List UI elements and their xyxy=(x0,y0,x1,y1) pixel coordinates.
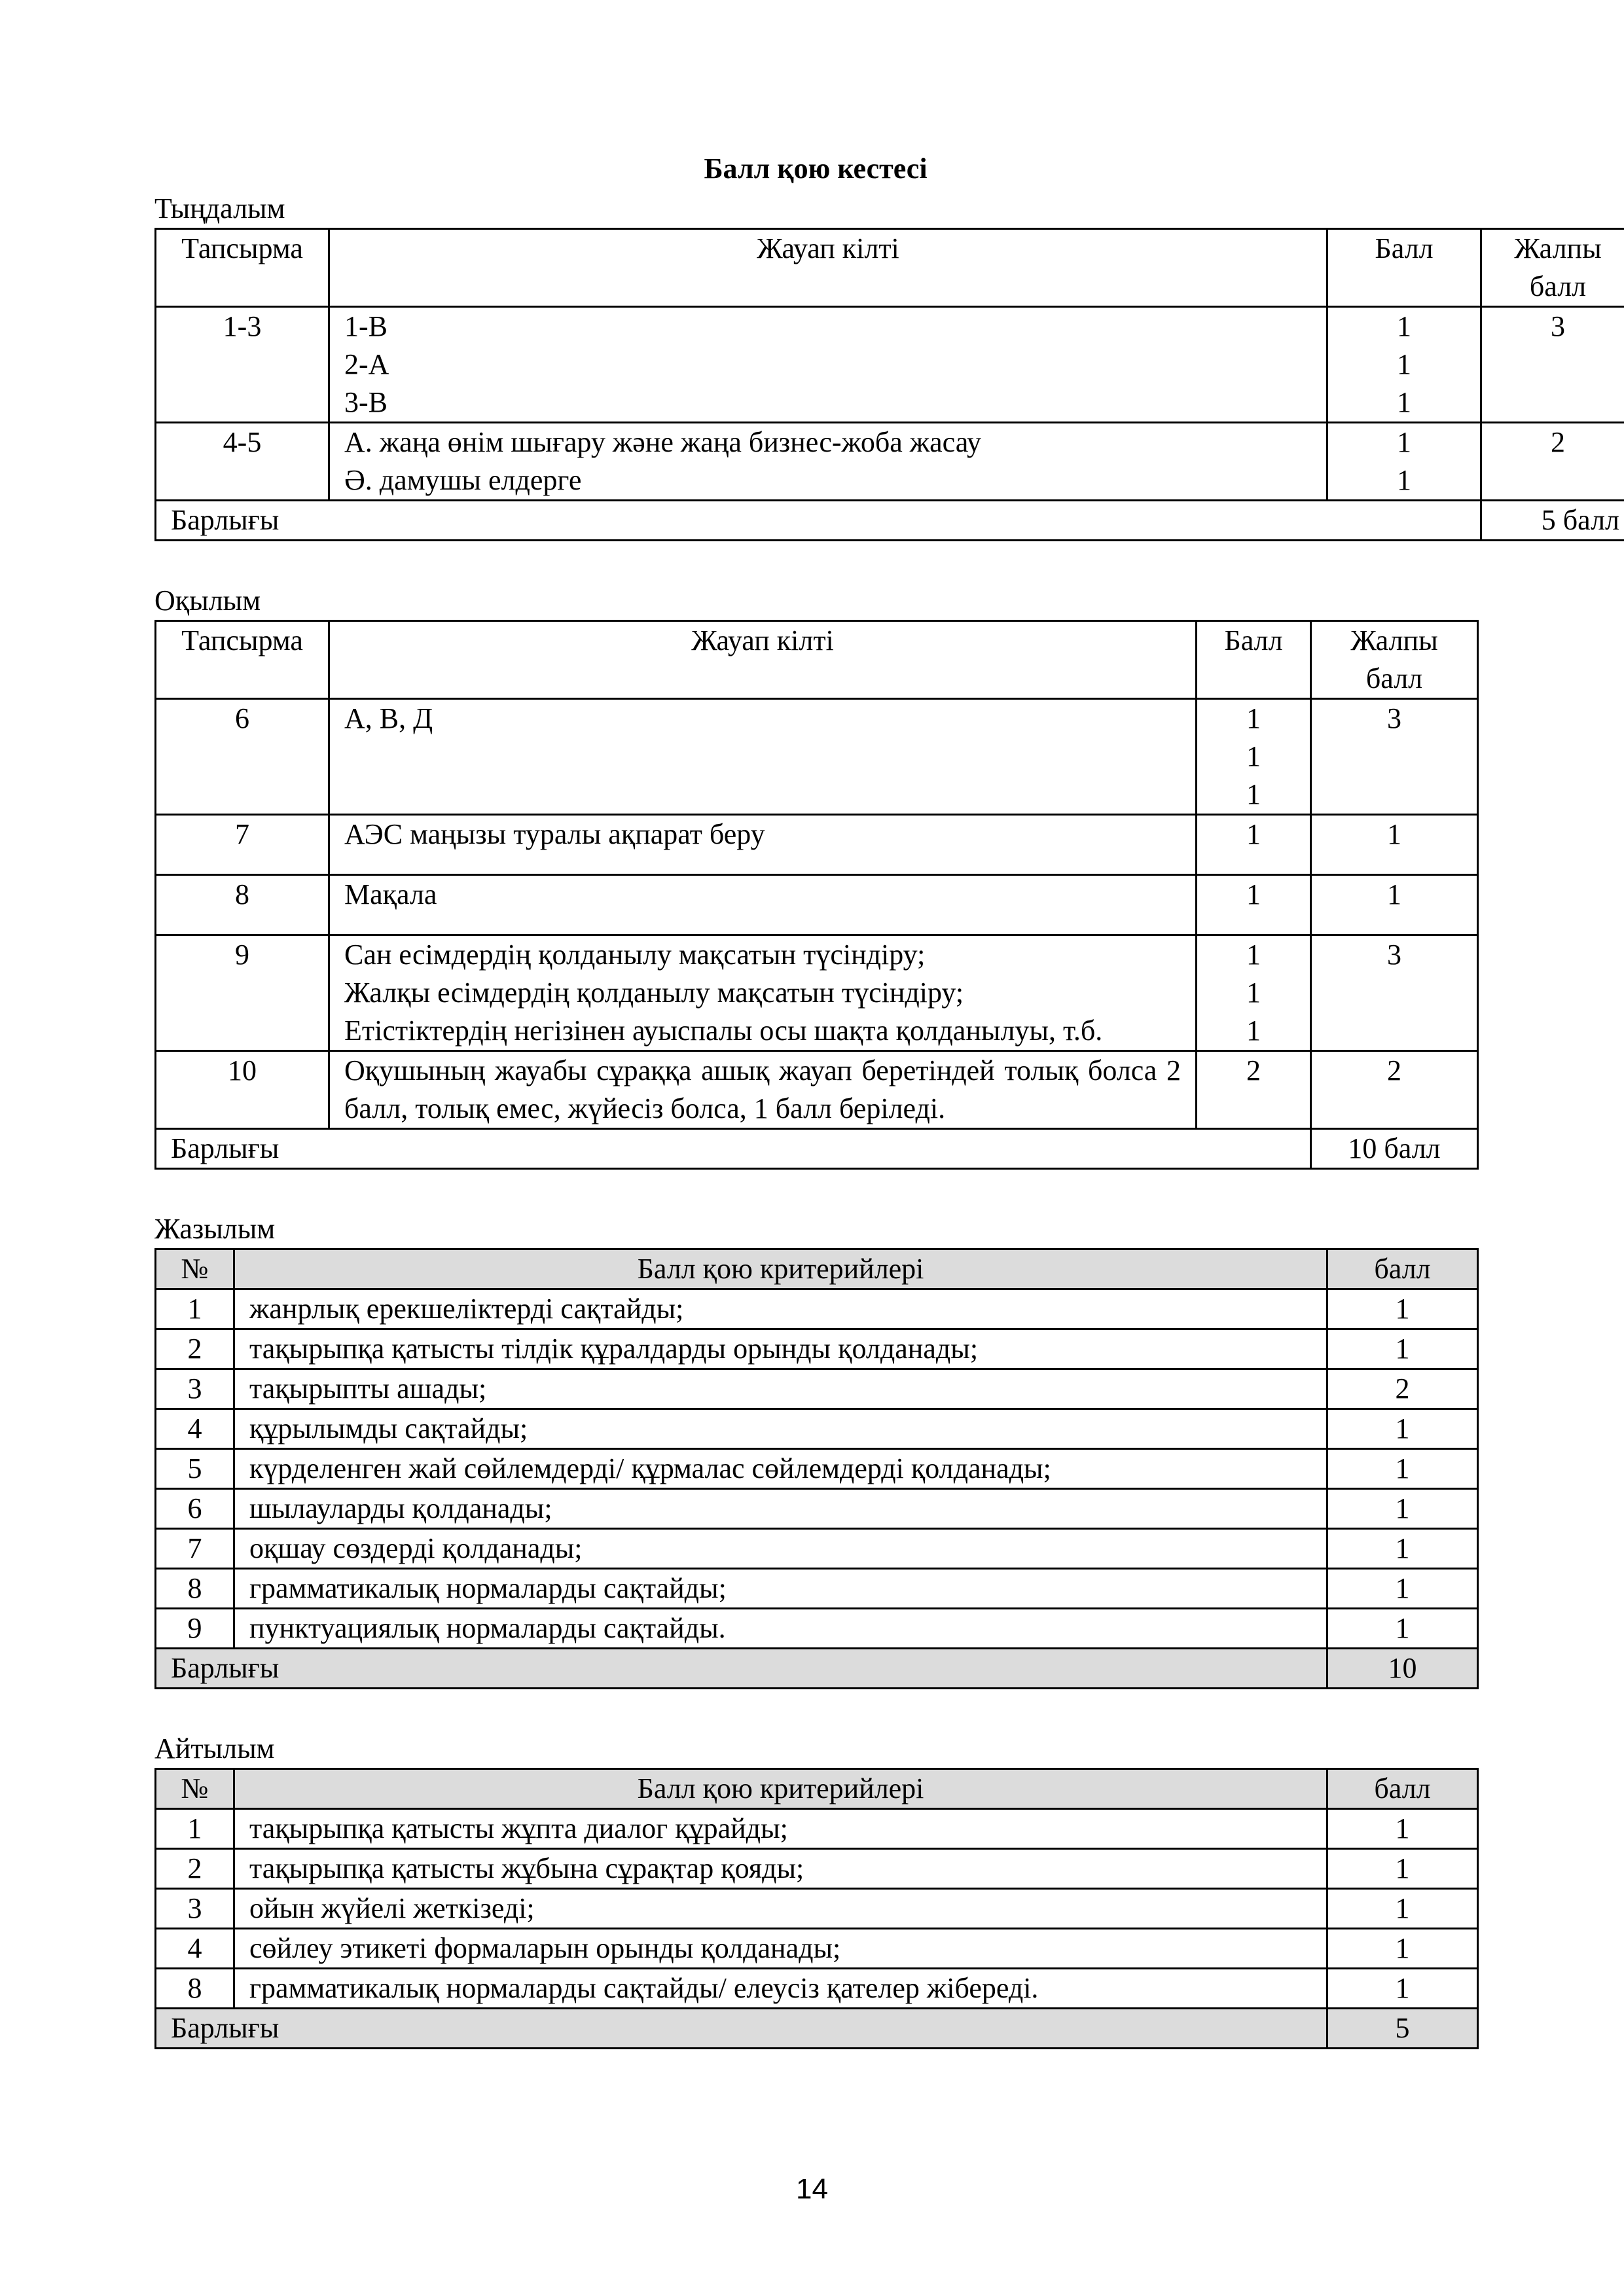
number-cell: 1 xyxy=(156,1809,234,1849)
task-cell: 1-3 xyxy=(156,307,329,423)
criteria-cell: ойын жүйелі жеткізеді; xyxy=(234,1889,1327,1929)
header-score: Балл xyxy=(1327,229,1481,307)
footer-label: Барлығы xyxy=(156,1129,1311,1169)
score-cell xyxy=(1197,699,1311,815)
header-task: Тапсырма xyxy=(156,621,329,699)
answer-cell: Оқушының жауабы сұраққа ашық жауап беретіндей толық болса 2 балл, толық емес, жүйесіз болса, 1 балл беріледі. xyxy=(329,1051,1197,1129)
table-row xyxy=(156,1051,1478,1129)
listening-label: Тыңдалым xyxy=(154,192,285,224)
table-row xyxy=(156,935,1478,1051)
number-cell: 5 xyxy=(156,1449,234,1489)
answer-line: Сан есімдердің қолданылу мақсатын түсіндіру; xyxy=(344,939,926,971)
score-cell: 1 xyxy=(1327,1569,1478,1609)
header-key: Жауап кілті xyxy=(329,229,1327,307)
table-row xyxy=(156,1849,1478,1889)
number-cell: 2 xyxy=(156,1849,234,1889)
answer-line: 3-В xyxy=(344,386,388,418)
document-title: Балл қою кестесі xyxy=(704,152,928,185)
footer-value: 5 xyxy=(1327,2009,1478,2049)
page-number: 14 xyxy=(796,2173,828,2205)
reading-table xyxy=(154,620,1479,1170)
total-cell: 3 xyxy=(1311,699,1478,815)
number-cell: 7 xyxy=(156,1529,234,1569)
answer-line: Етістіктердің негізінен ауыспалы осы шақта қолданылуы, т.б. xyxy=(344,1014,1103,1047)
criteria-cell: шылауларды қолданады; xyxy=(234,1489,1327,1529)
reading-label: Оқылым xyxy=(154,584,261,617)
header-criteria: Балл қою критерийлері xyxy=(234,1249,1327,1289)
score-cell: 1 xyxy=(1327,1449,1478,1489)
table-row xyxy=(156,1609,1478,1649)
header-criteria: Балл қою критерийлері xyxy=(234,1769,1327,1809)
number-cell: 8 xyxy=(156,1569,234,1609)
answer-line: Жалқы есімдердің қолданылу мақсатын түсіндіру; xyxy=(344,977,964,1009)
score-cell: 1 xyxy=(1327,1969,1478,2009)
criteria-cell: күрделенген жай сөйлемдерді/ құрмалас сөйлемдерді қолданады; xyxy=(234,1449,1327,1489)
score-cell xyxy=(1327,307,1481,423)
criteria-cell: құрылымды сақтайды; xyxy=(234,1409,1327,1449)
page xyxy=(154,151,1619,2049)
score-line: 1 xyxy=(1246,939,1261,971)
header-score: Балл xyxy=(1197,621,1311,699)
speaking-label: Айтылым xyxy=(154,1732,275,1765)
score-line: 1 xyxy=(1246,1014,1261,1047)
header-score: балл xyxy=(1327,1249,1478,1289)
score-line: 1 xyxy=(1246,778,1261,810)
task-cell: 8 xyxy=(156,875,329,935)
table-row xyxy=(156,423,1624,501)
criteria-cell: тақырыпты ашады; xyxy=(234,1369,1327,1409)
table-row xyxy=(156,1289,1478,1329)
footer-label: Барлығы xyxy=(156,1649,1327,1689)
table-row xyxy=(156,1369,1478,1409)
criteria-cell: тақырыпқа қатысты жұпта диалог құрайды; xyxy=(234,1809,1327,1849)
total-cell: 1 xyxy=(1311,815,1478,875)
score-cell: 1 xyxy=(1327,1889,1478,1929)
table-row xyxy=(156,1489,1478,1529)
total-cell: 3 xyxy=(1311,935,1478,1051)
score-cell: 1 xyxy=(1327,1489,1478,1529)
writing-table xyxy=(154,1248,1479,1689)
answer-cell xyxy=(329,423,1327,501)
table-row xyxy=(156,1409,1478,1449)
score-cell: 1 xyxy=(1327,1529,1478,1569)
score-cell: 1 xyxy=(1327,1809,1478,1849)
number-cell: 8 xyxy=(156,1969,234,2009)
number-cell: 4 xyxy=(156,1929,234,1969)
writing-header-row xyxy=(156,1249,1478,1289)
listening-table xyxy=(154,228,1624,541)
criteria-cell: грамматикалық нормаларды сақтайды; xyxy=(234,1569,1327,1609)
task-cell: 10 xyxy=(156,1051,329,1129)
score-line: 1 xyxy=(1397,348,1411,380)
score-line: 1 xyxy=(1397,426,1411,458)
reading-footer-row xyxy=(156,1129,1478,1169)
criteria-cell: пунктуациялық нормаларды сақтайды. xyxy=(234,1609,1327,1649)
writing-footer-row xyxy=(156,1649,1478,1689)
score-cell: 1 xyxy=(1327,1289,1478,1329)
table-row xyxy=(156,1809,1478,1849)
total-cell: 3 xyxy=(1481,307,1624,423)
answer-line: Ә. дамушы елдерге xyxy=(344,464,582,496)
task-cell: 6 xyxy=(156,699,329,815)
score-cell xyxy=(1197,935,1311,1051)
table-row xyxy=(156,1449,1478,1489)
number-cell: 9 xyxy=(156,1609,234,1649)
total-cell: 2 xyxy=(1311,1051,1478,1129)
task-cell: 4-5 xyxy=(156,423,329,501)
score-cell xyxy=(1327,423,1481,501)
score-cell: 1 xyxy=(1327,1849,1478,1889)
table-row xyxy=(156,1329,1478,1369)
header-number: № xyxy=(156,1249,234,1289)
answer-line: 2-А xyxy=(344,348,389,380)
score-line: 1 xyxy=(1246,740,1261,772)
header-number: № xyxy=(156,1769,234,1809)
listening-footer-row xyxy=(156,501,1624,541)
writing-label: Жазылым xyxy=(154,1213,276,1245)
criteria-cell: тақырыпқа қатысты тілдік құралдарды орынды қолданады; xyxy=(234,1329,1327,1369)
table-row xyxy=(156,875,1478,935)
table-row xyxy=(156,815,1478,875)
score-cell: 1 xyxy=(1327,1329,1478,1369)
score-cell: 1 xyxy=(1197,815,1311,875)
header-score: балл xyxy=(1327,1769,1478,1809)
score-line: 1 xyxy=(1397,310,1411,342)
table-row xyxy=(156,1889,1478,1929)
answer-cell: А, В, Д xyxy=(329,699,1197,815)
criteria-cell: жанрлық ерекшеліктерді сақтайды; xyxy=(234,1289,1327,1329)
listening-header-row xyxy=(156,229,1624,307)
score-line: 1 xyxy=(1397,386,1411,418)
number-cell: 6 xyxy=(156,1489,234,1529)
reading-header-row xyxy=(156,621,1478,699)
speaking-footer-row xyxy=(156,2009,1478,2049)
table-row xyxy=(156,1569,1478,1609)
number-cell: 3 xyxy=(156,1369,234,1409)
speaking-header-row xyxy=(156,1769,1478,1809)
answer-cell: АЭС маңызы туралы ақпарат беру xyxy=(329,815,1197,875)
footer-label: Барлығы xyxy=(156,2009,1327,2049)
number-cell: 4 xyxy=(156,1409,234,1449)
score-line: 1 xyxy=(1397,464,1411,496)
score-cell: 1 xyxy=(1327,1929,1478,1969)
answer-cell xyxy=(329,307,1327,423)
number-cell: 1 xyxy=(156,1289,234,1329)
criteria-cell: тақырыпқа қатысты жұбына сұрақтар қояды; xyxy=(234,1849,1327,1889)
task-cell: 9 xyxy=(156,935,329,1051)
total-cell: 1 xyxy=(1311,875,1478,935)
answer-cell: Мақала xyxy=(329,875,1197,935)
header-total: Жалпы балл xyxy=(1481,229,1624,307)
table-row xyxy=(156,1929,1478,1969)
score-cell: 1 xyxy=(1327,1409,1478,1449)
number-cell: 3 xyxy=(156,1889,234,1929)
criteria-cell: оқшау сөздерді қолданады; xyxy=(234,1529,1327,1569)
table-row xyxy=(156,699,1478,815)
criteria-cell: грамматикалық нормаларды сақтайды/ елеусіз қателер жібереді. xyxy=(234,1969,1327,2009)
footer-value: 10 xyxy=(1327,1649,1478,1689)
footer-label: Барлығы xyxy=(156,501,1481,541)
score-cell: 1 xyxy=(1197,875,1311,935)
answer-line: 1-В xyxy=(344,310,388,342)
footer-value: 10 балл xyxy=(1311,1129,1478,1169)
task-cell: 7 xyxy=(156,815,329,875)
table-row xyxy=(156,307,1624,423)
score-cell: 1 xyxy=(1327,1609,1478,1649)
number-cell: 2 xyxy=(156,1329,234,1369)
score-cell: 2 xyxy=(1197,1051,1311,1129)
score-line: 1 xyxy=(1246,977,1261,1009)
table-row xyxy=(156,1529,1478,1569)
score-line: 1 xyxy=(1246,702,1261,734)
header-key: Жауап кілті xyxy=(329,621,1197,699)
footer-value: 5 балл xyxy=(1481,501,1624,541)
answer-line: А. жаңа өнім шығару және жаңа бизнес-жоба жасау xyxy=(344,426,982,458)
header-total: Жалпы балл xyxy=(1311,621,1478,699)
table-row xyxy=(156,1969,1478,2009)
score-cell: 2 xyxy=(1327,1369,1478,1409)
header-task: Тапсырма xyxy=(156,229,329,307)
speaking-table xyxy=(154,1768,1479,2049)
answer-cell xyxy=(329,935,1197,1051)
criteria-cell: сөйлеу этикеті формаларын орынды қолданады; xyxy=(234,1929,1327,1969)
total-cell: 2 xyxy=(1481,423,1624,501)
